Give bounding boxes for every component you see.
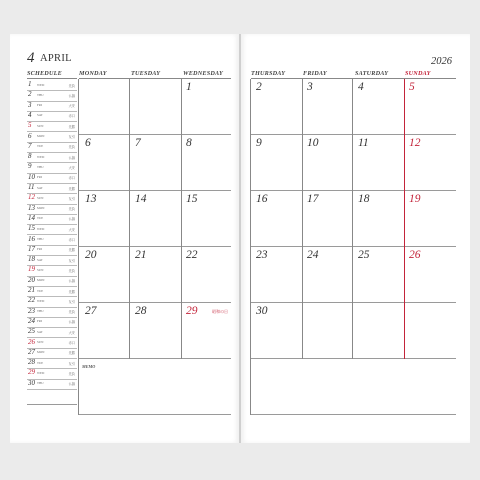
schedule-rokuyo: 仏滅 xyxy=(68,217,75,222)
schedule-rokuyo: 先負 xyxy=(68,268,75,273)
schedule-day-number: 2 xyxy=(28,90,32,99)
schedule-rokuyo: 大安 xyxy=(68,330,75,335)
calendar-day-number: 16 xyxy=(256,193,268,205)
header-wednesday: WEDNESDAY xyxy=(183,70,223,77)
schedule-rokuyo: 仏滅 xyxy=(68,320,75,325)
schedule-day-number: 12 xyxy=(28,193,35,202)
week-rule xyxy=(79,302,231,303)
month-name: APRIL xyxy=(40,53,72,64)
schedule-weekday: THU xyxy=(37,309,44,314)
week-rule xyxy=(251,134,456,135)
schedule-weekday: FRI xyxy=(37,103,42,108)
calendar-day-number: 30 xyxy=(256,305,268,317)
header-rule xyxy=(27,78,77,79)
calendar-day-number: 14 xyxy=(135,193,147,205)
day-divider xyxy=(250,79,251,359)
week-rule xyxy=(79,246,231,247)
schedule-day-number: 24 xyxy=(28,316,35,325)
schedule-day-number: 26 xyxy=(28,337,35,346)
calendar-day-number: 26 xyxy=(409,249,421,261)
schedule-weekday: MON xyxy=(37,350,45,355)
schedule-day-number: 16 xyxy=(28,234,35,243)
schedule-day-number: 6 xyxy=(28,131,32,140)
schedule-weekday: MON xyxy=(37,278,45,283)
schedule-day-number: 22 xyxy=(28,296,35,305)
schedule-day-number: 4 xyxy=(28,110,32,119)
schedule-weekday: TUE xyxy=(37,288,44,293)
schedule-weekday: THU xyxy=(37,381,44,386)
calendar-day-number: 29 xyxy=(186,305,198,317)
page-gutter xyxy=(239,34,241,443)
header-rule xyxy=(251,78,456,79)
schedule-day-number: 10 xyxy=(28,172,35,181)
calendar-day-number: 21 xyxy=(135,249,147,261)
schedule-bottom-rule xyxy=(27,404,77,405)
schedule-weekday: TUE xyxy=(37,144,44,149)
schedule-weekday: THU xyxy=(37,237,44,241)
schedule-weekday: WED xyxy=(37,226,45,231)
schedule-rokuyo: 先勝 xyxy=(68,124,75,129)
schedule-rokuyo: 先負 xyxy=(68,207,75,212)
calendar-day-number: 18 xyxy=(358,193,370,205)
calendar-day-number: 15 xyxy=(186,193,198,205)
header-monday: MONDAY xyxy=(79,70,107,77)
schedule-weekday: WED xyxy=(37,82,45,87)
schedule-weekday: FRI xyxy=(37,319,42,324)
week-rule xyxy=(251,302,456,303)
schedule-day-number: 20 xyxy=(28,275,35,284)
schedule-day-number: 21 xyxy=(28,286,35,294)
header-rule xyxy=(79,78,231,79)
calendar-day-number: 4 xyxy=(358,81,364,93)
schedule-rokuyo: 仏滅 xyxy=(68,382,75,387)
calendar-day-number: 28 xyxy=(135,305,147,317)
schedule-rokuyo: 大安 xyxy=(68,227,75,232)
calendar-day-number: 10 xyxy=(307,137,319,149)
week-rule xyxy=(251,190,456,191)
schedule-weekday: WED xyxy=(37,298,45,303)
schedule-weekday: SAT xyxy=(37,257,43,262)
week-rule xyxy=(79,358,231,359)
calendar-day-number: 19 xyxy=(409,193,421,205)
schedule-rokuyo: 先勝 xyxy=(68,248,75,253)
calendar-day-number: 9 xyxy=(256,137,262,149)
schedule-rokuyo: 仏滅 xyxy=(68,279,75,284)
week-rule xyxy=(79,134,231,135)
schedule-rokuyo: 大安 xyxy=(68,104,75,109)
schedule-day-number: 15 xyxy=(28,224,35,233)
week-rule xyxy=(251,246,456,247)
schedule-rokuyo: 友引 xyxy=(68,258,75,263)
schedule-weekday: MON xyxy=(37,134,45,138)
schedule-weekday: SUN xyxy=(37,340,44,344)
calendar-day-number: 25 xyxy=(358,249,370,261)
memo-label: MEMO xyxy=(82,364,96,369)
calendar-day-number: 1 xyxy=(186,81,192,93)
schedule-rokuyo: 先負 xyxy=(68,145,75,150)
schedule-weekday: THU xyxy=(37,92,44,97)
schedule-day-number: 1 xyxy=(28,80,32,88)
schedule-day-number: 25 xyxy=(28,327,35,336)
schedule-day-number: 7 xyxy=(28,141,32,150)
schedule-rokuyo: 先勝 xyxy=(68,351,75,356)
schedule-day-number: 9 xyxy=(28,162,32,171)
calendar-day-number: 23 xyxy=(256,249,268,261)
schedule-day-number: 14 xyxy=(28,213,35,222)
schedule-rokuyo: 先負 xyxy=(68,83,75,88)
schedule-weekday: SUN xyxy=(37,123,44,128)
header-saturday: SATURDAY xyxy=(355,70,389,77)
holiday-note: 昭和の日 xyxy=(212,309,228,314)
schedule-weekday: SUN xyxy=(37,195,44,200)
day-divider xyxy=(181,79,182,359)
memo-bottom-rule xyxy=(251,414,456,415)
schedule-weekday: WED xyxy=(37,154,45,159)
schedule-rokuyo: 赤口 xyxy=(68,176,75,181)
schedule-weekday: THU xyxy=(37,164,44,169)
calendar-day-number: 17 xyxy=(307,193,319,205)
schedule-weekday: MON xyxy=(37,206,45,211)
schedule-rokuyo: 仏滅 xyxy=(68,155,75,160)
calendar-day-number: 24 xyxy=(307,249,319,261)
calendar-day-number: 22 xyxy=(186,249,198,261)
year-label: 2026 xyxy=(431,56,452,67)
schedule-weekday: SAT xyxy=(37,185,43,190)
calendar-day-number: 20 xyxy=(85,249,97,261)
memo-divider xyxy=(250,359,251,415)
day-divider xyxy=(352,79,353,359)
schedule-day-number: 18 xyxy=(28,255,35,264)
schedule-weekday: WED xyxy=(37,370,45,375)
header-thursday: THURSDAY xyxy=(251,70,286,77)
calendar-day-number: 3 xyxy=(307,81,313,93)
memo-divider xyxy=(78,359,79,415)
schedule-weekday: SUN xyxy=(37,267,44,272)
calendar-day-number: 2 xyxy=(256,81,262,93)
schedule-day-number: 30 xyxy=(28,378,35,387)
schedule-rokuyo: 先勝 xyxy=(68,186,75,191)
week-rule xyxy=(79,190,231,191)
schedule-weekday: TUE xyxy=(37,360,44,365)
schedule-rokuyo: 友引 xyxy=(68,361,75,366)
schedule-weekday: SAT xyxy=(37,329,43,334)
day-divider xyxy=(78,79,79,359)
schedule-day-number: 5 xyxy=(28,121,32,130)
schedule-weekday: FRI xyxy=(37,175,42,180)
calendar-day-number: 8 xyxy=(186,137,192,149)
schedule-rokuyo: 先勝 xyxy=(68,289,75,294)
calendar-day-number: 6 xyxy=(85,137,91,149)
schedule-weekday: FRI xyxy=(37,247,42,252)
calendar-day-number: 27 xyxy=(85,305,97,317)
calendar-day-number: 5 xyxy=(409,81,415,93)
schedule-rokuyo: 先負 xyxy=(68,310,75,315)
memo-bottom-rule xyxy=(79,414,231,415)
schedule-header: SCHEDULE xyxy=(27,70,62,77)
calendar-day-number: 7 xyxy=(135,137,141,149)
schedule-day-number: 3 xyxy=(28,100,32,109)
schedule-day-number: 28 xyxy=(28,358,35,367)
schedule-rokuyo: 仏滅 xyxy=(68,93,75,98)
calendar-day-number: 13 xyxy=(85,193,97,205)
header-sunday: SUNDAY xyxy=(405,70,431,77)
schedule-rokuyo: 友引 xyxy=(68,299,75,304)
schedule-row xyxy=(27,379,77,390)
day-divider xyxy=(302,79,303,359)
schedule-rokuyo: 先負 xyxy=(68,371,75,376)
week-rule xyxy=(251,358,456,359)
right-page xyxy=(241,34,470,443)
day-divider xyxy=(129,79,130,359)
schedule-weekday: SAT xyxy=(37,113,43,118)
schedule-day-number: 27 xyxy=(28,347,35,356)
schedule-weekday: TUE xyxy=(37,216,44,221)
schedule-rokuyo: 友引 xyxy=(68,135,75,139)
schedule-day-number: 8 xyxy=(28,152,32,161)
calendar-day-number: 11 xyxy=(358,137,369,149)
schedule-day-number: 17 xyxy=(28,244,35,253)
schedule-rokuyo: 大安 xyxy=(68,165,75,170)
schedule-rokuyo: 友引 xyxy=(68,196,75,201)
schedule-day-number: 13 xyxy=(28,203,35,212)
header-tuesday: TUESDAY xyxy=(131,70,161,77)
calendar-day-number: 12 xyxy=(409,137,421,149)
schedule-rokuyo: 赤口 xyxy=(68,238,75,242)
schedule-day-number: 11 xyxy=(28,183,35,191)
schedule-day-number: 29 xyxy=(28,368,35,377)
schedule-rokuyo: 赤口 xyxy=(68,114,75,119)
sunday-divider xyxy=(404,79,405,359)
schedule-day-number: 19 xyxy=(28,265,35,274)
schedule-day-number: 23 xyxy=(28,306,35,315)
schedule-rokuyo: 赤口 xyxy=(68,341,75,345)
month-number: 4 xyxy=(27,50,35,66)
header-friday: FRIDAY xyxy=(303,70,327,77)
